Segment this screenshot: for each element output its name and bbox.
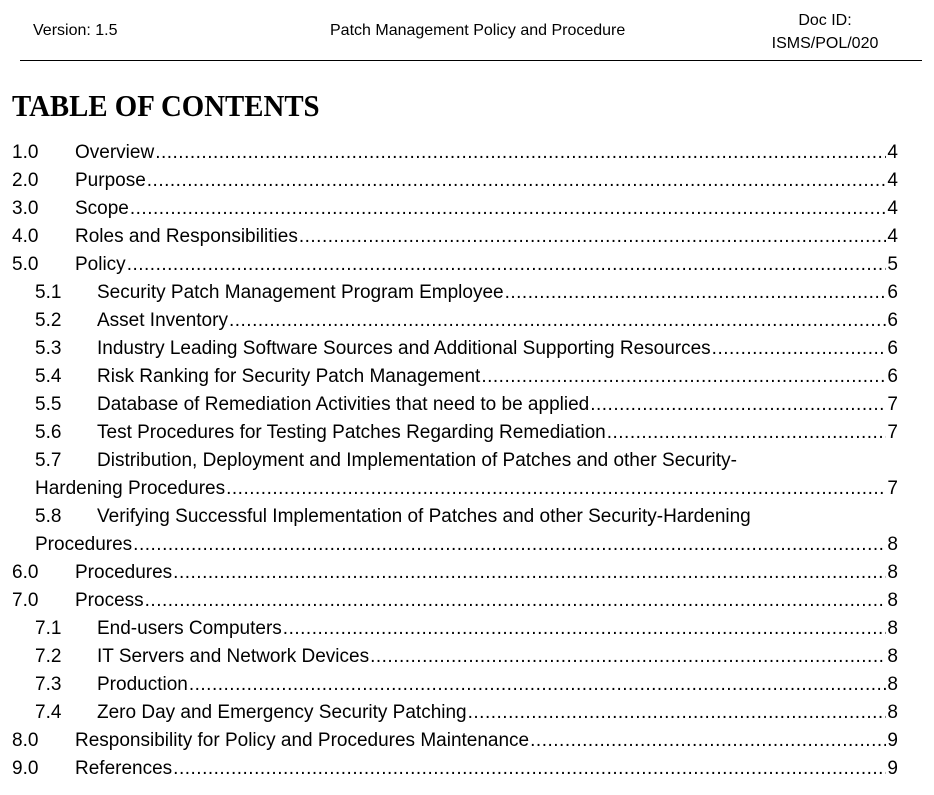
- toc-entry[interactable]: [12, 755, 898, 783]
- toc-entry-title[interactable]: Roles and Responsibilities: [75, 226, 298, 247]
- toc-entry[interactable]: [12, 727, 898, 755]
- toc-entry-line: [12, 755, 898, 783]
- toc-entry-line: [12, 559, 898, 587]
- toc-entry-line: [12, 391, 898, 419]
- toc-entry-number: 4.0: [12, 226, 39, 247]
- dot-leader: [481, 363, 886, 391]
- toc-heading: TABLE OF CONTENTS: [12, 88, 320, 123]
- toc-entry-line: [12, 139, 898, 167]
- toc-entry-number: 5.2: [35, 310, 62, 331]
- toc-entry-line: [12, 531, 898, 559]
- toc-entry-page[interactable]: 8: [887, 534, 898, 555]
- toc-entry[interactable]: [12, 223, 898, 251]
- toc-entry-page[interactable]: 7: [887, 422, 898, 443]
- toc-entry[interactable]: [12, 251, 898, 279]
- dot-leader: [370, 643, 886, 671]
- toc-entry-page[interactable]: 7: [887, 394, 898, 415]
- toc-entry-page[interactable]: 8: [887, 590, 898, 611]
- toc-entry-number: 8.0: [12, 730, 39, 751]
- toc-entry-line: [12, 307, 898, 335]
- toc-entry-line: [12, 279, 898, 307]
- toc-entry-page[interactable]: 4: [887, 142, 898, 163]
- doc-id-value: ISMS/POL/020: [771, 35, 879, 52]
- toc-entry-line: [12, 335, 898, 363]
- toc-entry-number: 5.0: [12, 254, 39, 275]
- toc-entry-page[interactable]: 6: [887, 338, 898, 359]
- toc-entry-line: [12, 643, 898, 671]
- toc-entry-title[interactable]: IT Servers and Network Devices: [97, 646, 370, 667]
- page-header: [20, 0, 922, 61]
- toc-entry-number: 7.2: [35, 646, 62, 667]
- toc-entry-line: [12, 363, 898, 391]
- toc-entry-page[interactable]: 6: [887, 310, 898, 331]
- toc-entry[interactable]: [12, 643, 898, 671]
- toc-entry-number: 7.0: [12, 590, 39, 611]
- dot-leader: [145, 587, 887, 615]
- toc-entry-number: 5.8: [35, 506, 62, 527]
- dot-leader: [590, 391, 886, 419]
- table-of-contents: [12, 139, 898, 783]
- dot-leader: [173, 755, 886, 783]
- dot-leader: [712, 335, 887, 363]
- toc-entry-number: 7.3: [35, 674, 62, 695]
- toc-entry-page[interactable]: 8: [887, 646, 898, 667]
- toc-entry-title[interactable]: Purpose: [75, 170, 146, 191]
- dot-leader: [133, 531, 886, 559]
- toc-entry-page[interactable]: 8: [887, 562, 898, 583]
- dot-leader: [505, 279, 887, 307]
- dot-leader: [147, 167, 887, 195]
- toc-entry-line: [12, 419, 898, 447]
- toc-entry-page[interactable]: 8: [887, 618, 898, 639]
- toc-entry[interactable]: [12, 279, 898, 307]
- toc-entry[interactable]: [12, 587, 898, 615]
- toc-entry-line: [12, 727, 898, 755]
- toc-entry[interactable]: [12, 363, 898, 391]
- toc-entry-page[interactable]: 8: [887, 702, 898, 723]
- toc-entry-line: [12, 447, 898, 475]
- toc-entry-title[interactable]: Verifying Successful Implementation of Patches and other Security-Hardening: [97, 506, 751, 527]
- toc-entry-line: [12, 223, 898, 251]
- toc-entry-line: [12, 699, 898, 727]
- toc-entry-title[interactable]: Database of Remediation Activities that need to be applied: [97, 394, 590, 415]
- toc-entry-title[interactable]: References: [75, 758, 173, 779]
- toc-entry-line: [12, 195, 898, 223]
- toc-entry-page[interactable]: 8: [887, 674, 898, 695]
- toc-entry-page[interactable]: 4: [887, 198, 898, 219]
- toc-entry-line: [12, 251, 898, 279]
- toc-entry[interactable]: [12, 447, 898, 503]
- document-title: Patch Management Policy and Procedure: [330, 22, 626, 39]
- toc-entry-title[interactable]: Scope: [75, 198, 129, 219]
- toc-entry-number: 7.4: [35, 702, 62, 723]
- toc-entry-title[interactable]: Responsibility for Policy and Procedures Maintenance: [75, 730, 530, 751]
- toc-entry-title[interactable]: Security Patch Management Program Employee: [97, 282, 504, 303]
- toc-entry[interactable]: [12, 559, 898, 587]
- toc-entry-title[interactable]: Process: [75, 590, 144, 611]
- toc-entry[interactable]: [12, 699, 898, 727]
- toc-entry-number: 5.4: [35, 366, 62, 387]
- toc-entry[interactable]: [12, 335, 898, 363]
- dot-leader: [155, 139, 886, 167]
- doc-id-label: Doc ID:: [798, 12, 852, 29]
- toc-entry-number: 7.1: [35, 618, 62, 639]
- dot-leader: [607, 419, 887, 447]
- toc-entry[interactable]: [12, 503, 898, 559]
- toc-entry-page[interactable]: 9: [887, 758, 898, 779]
- toc-entry-title[interactable]: End-users Computers: [97, 618, 282, 639]
- toc-entry-line: [12, 503, 898, 531]
- toc-entry[interactable]: [12, 167, 898, 195]
- toc-entry-page[interactable]: 5: [887, 254, 898, 275]
- toc-entry[interactable]: [12, 307, 898, 335]
- toc-entry-number: 1.0: [12, 142, 39, 163]
- toc-entry-title[interactable]: Risk Ranking for Security Patch Management: [97, 366, 481, 387]
- doc-id: [765, 9, 885, 55]
- toc-entry-page[interactable]: 6: [887, 366, 898, 387]
- toc-entry-line: [12, 167, 898, 195]
- toc-entry-title[interactable]: Policy: [75, 254, 126, 275]
- toc-entry-line: [12, 587, 898, 615]
- toc-entry-number: 5.7: [35, 450, 62, 471]
- toc-entry-page[interactable]: 4: [887, 226, 898, 247]
- toc-entry-title[interactable]: Procedures: [75, 562, 173, 583]
- dot-leader: [130, 195, 887, 223]
- toc-entry-title[interactable]: Distribution, Deployment and Implementation of Patches and other Security-: [97, 450, 737, 471]
- toc-entry[interactable]: [12, 419, 898, 447]
- toc-entry-number: 5.5: [35, 394, 62, 415]
- toc-entry-title[interactable]: Overview: [75, 142, 155, 163]
- toc-entry-title[interactable]: Asset Inventory: [97, 310, 228, 331]
- dot-leader: [530, 727, 886, 755]
- toc-entry-page[interactable]: 4: [887, 170, 898, 191]
- toc-entry-number: 6.0: [12, 562, 39, 583]
- dot-leader: [468, 699, 887, 727]
- toc-entry-number: 3.0: [12, 198, 39, 219]
- toc-entry[interactable]: [12, 391, 898, 419]
- toc-entry-page[interactable]: 9: [887, 730, 898, 751]
- toc-entry-number: 2.0: [12, 170, 39, 191]
- toc-entry[interactable]: [12, 195, 898, 223]
- version-label: Version: 1.5: [33, 22, 118, 39]
- toc-entry-page[interactable]: 7: [887, 478, 898, 499]
- toc-entry-number: 5.6: [35, 422, 62, 443]
- dot-leader: [127, 251, 887, 279]
- toc-entry-title-continued[interactable]: Procedures: [35, 534, 133, 555]
- toc-entry-title-continued[interactable]: Hardening Procedures: [35, 478, 226, 499]
- toc-entry-title[interactable]: Zero Day and Emergency Security Patching: [97, 702, 467, 723]
- toc-entry[interactable]: [12, 139, 898, 167]
- toc-entry-line: [12, 615, 898, 643]
- toc-entry-number: 5.1: [35, 282, 62, 303]
- toc-entry-line: [12, 671, 898, 699]
- toc-entry-number: 5.3: [35, 338, 62, 359]
- dot-leader: [173, 559, 886, 587]
- toc-entry-title[interactable]: Production: [97, 674, 188, 695]
- toc-entry[interactable]: [12, 671, 898, 699]
- dot-leader: [229, 307, 886, 335]
- toc-entry-title[interactable]: Test Procedures for Testing Patches Regarding Remediation: [97, 422, 606, 443]
- toc-entry-number: 9.0: [12, 758, 39, 779]
- dot-leader: [189, 671, 887, 699]
- toc-entry-line: [12, 475, 898, 503]
- dot-leader: [299, 223, 887, 251]
- toc-entry[interactable]: [12, 615, 898, 643]
- dot-leader: [283, 615, 887, 643]
- toc-entry-title[interactable]: Industry Leading Software Sources and Additional Supporting Resources: [97, 338, 711, 359]
- toc-entry-page[interactable]: 6: [887, 282, 898, 303]
- dot-leader: [226, 475, 886, 503]
